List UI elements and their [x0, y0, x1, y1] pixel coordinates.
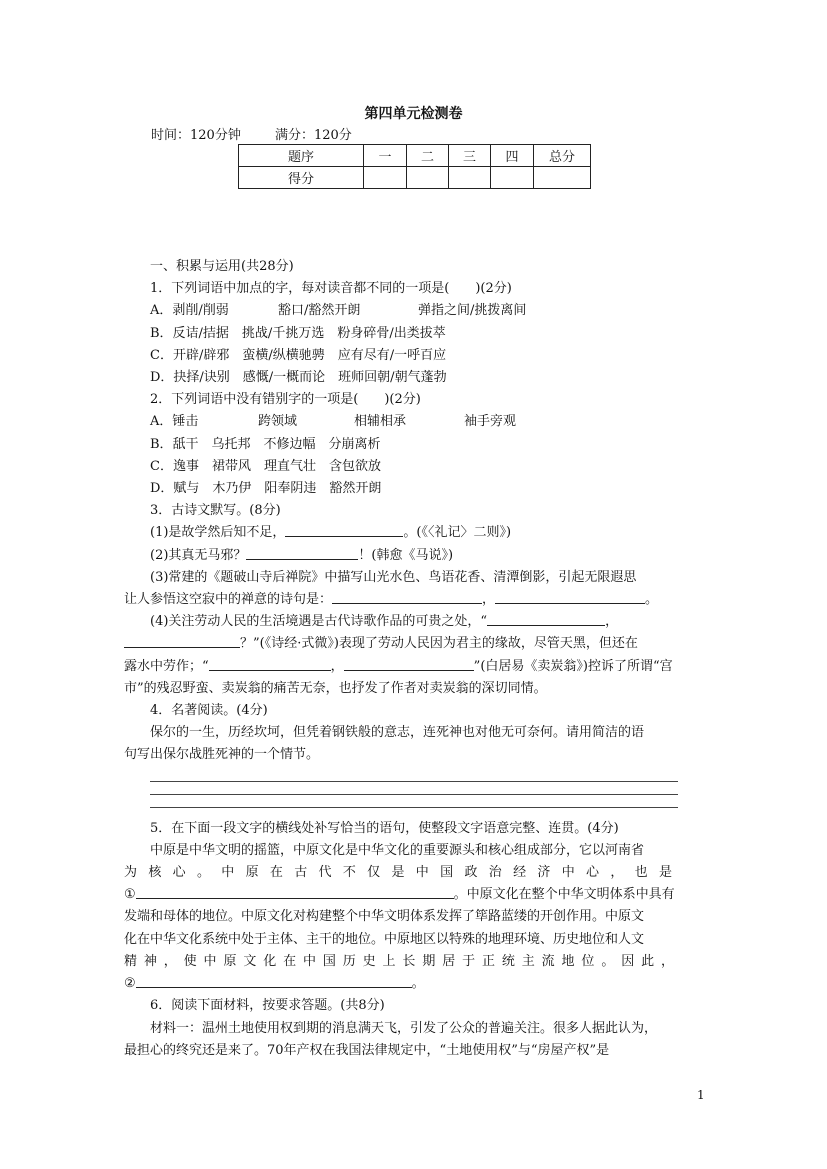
q3-item2-blank[interactable] — [246, 545, 358, 560]
score-cell-total: 总分 — [534, 145, 591, 167]
q5-line3 — [124, 884, 680, 906]
score-input-part2[interactable] — [407, 167, 449, 189]
q3-item3-blank1[interactable] — [332, 589, 482, 604]
q3-item4-text2: ？”(《诗经·式微》)表现了劳动人民因为君主的缘故，尽管天黑，但还在 — [240, 636, 638, 652]
q3-item4-line1 — [124, 611, 680, 633]
q5-blank2[interactable] — [136, 973, 412, 988]
q3-item3-end: 。 — [645, 592, 659, 608]
q3-item1-text: (1)是故学然后知不足， — [150, 525, 286, 541]
q5-line3-text: 。中原文化在整个中华文明体系中具有 — [453, 887, 675, 903]
exam-content — [124, 256, 680, 1062]
score-table-header-row — [239, 145, 591, 167]
q3-item4-blank1[interactable] — [487, 611, 605, 626]
q3-item1-blank[interactable] — [285, 522, 403, 537]
q5-blank1[interactable] — [136, 884, 454, 899]
q3-item3-blank2[interactable] — [495, 589, 645, 604]
q1-a-part1: A．剥削/削弱 — [150, 303, 229, 319]
score-table — [238, 144, 591, 189]
q3-item4-comma1: ， — [605, 614, 619, 630]
q2-a-part4: 袖手旁观 — [464, 414, 517, 430]
q3-item3-comma: ， — [482, 592, 496, 608]
score-cell-part2: 二 — [407, 145, 449, 167]
q3-item3-text: 让人参悟这空寂中的禅意的诗句是： — [124, 592, 333, 608]
q5-line7-end: 。 — [411, 976, 425, 992]
q4-text-line1: 保尔的一生，历经坎坷，但凭着钢铁般的意志，连死神也对他无可奈何。请用简洁的语 — [150, 725, 645, 741]
q3-stem: 3．古诗文默写。(8分) — [150, 503, 281, 519]
exam-title: 第四单元检测卷 — [364, 106, 463, 122]
q4-text-line2: 句写出保尔战胜死神的一个情节。 — [124, 747, 320, 763]
q6-stem: 6．阅读下面材料，按要求答题。(共8分) — [150, 998, 385, 1014]
score-cell-part1: 一 — [364, 145, 407, 167]
q3-item4-line4: 市”的残忍野蛮、卖炭翁的痛苦无奈，也抒发了作者对卖炭翁的深切同情。 — [124, 680, 547, 696]
score-cell-label: 题序 — [239, 145, 364, 167]
q5-blank1-marker: ① — [124, 887, 136, 903]
score-row-label: 得分 — [239, 167, 364, 189]
q3-item2 — [124, 545, 680, 567]
q4-answer-line3[interactable] — [150, 807, 678, 808]
q5-line4: 发端和母体的地位。中原文化对构建整个中华文明体系发挥了筚路蓝缕的开创作用。中原文 — [124, 909, 645, 925]
q5-line7 — [124, 973, 680, 995]
q2-stem: 2．下列词语中没有错别字的一项是( )(2分) — [150, 392, 421, 408]
q1-option-d: D．抉择/诀别 感慨/一概而论 班师回朝/朝气蓬勃 — [150, 370, 447, 386]
q5-line2: 为核心。中原在古代不仅是中国政治经济中心，也是 — [124, 865, 680, 881]
q6-line2: 最担心的终究还是来了。70年产权在我国法律规定中，“土地使用权”与“房屋产权”是 — [124, 1042, 610, 1058]
q3-item4-text3: 露水中劳作；“ — [124, 658, 209, 674]
q2-a-part3: 相辅相承 — [354, 414, 407, 430]
q3-item3-line2 — [124, 589, 680, 611]
q5-line1: 中原是中华文明的摇篮，中原文化是中华文化的重要源头和核心组成部分，它以河南省 — [150, 842, 645, 858]
q3-item4-blank4[interactable] — [344, 656, 474, 671]
q3-item1 — [124, 522, 680, 544]
q2-option-b: B．舐干 乌托邦 不修边幅 分崩离析 — [150, 436, 381, 452]
page-number: 1 — [697, 1088, 705, 1102]
section1-heading: 一、积累与运用(共28分) — [150, 259, 294, 274]
q5-line5: 化在中华文化系统中处于主体、主干的地位。中原地区以特殊的地理环境、历史地位和人文 — [124, 931, 645, 947]
q3-item4-blank2[interactable] — [124, 633, 240, 648]
q5-line6: 精神，使中原文化在中国历史上长期居于正统主流地位。因此， — [124, 953, 680, 969]
q3-item3-line1: (3)常建的《题破山寺后禅院》中描写山光水色、鸟语花香、清潭倒影，引起无限遐思 — [150, 569, 637, 585]
score-input-part1[interactable] — [364, 167, 407, 189]
q2-option-a — [124, 411, 680, 433]
q3-item1-source: 。(《〈礼记〉二则》) — [403, 525, 512, 541]
q2-a-part2: 跨领域 — [258, 414, 298, 430]
q4-answer-line2[interactable] — [150, 794, 678, 795]
q2-option-c: C．逸事 裙带风 理直气壮 含包欲放 — [150, 458, 381, 474]
q4-stem: 4．名著阅读。(4分) — [150, 703, 268, 719]
score-input-part4[interactable] — [491, 167, 534, 189]
q3-item4-comma2: ， — [330, 658, 344, 674]
q1-stem: 1．下列词语中加点的字，每对读音都不同的一项是( )(2分) — [150, 281, 512, 297]
q3-item4-line2 — [124, 633, 680, 655]
q3-item2-source: ！(韩愈《马说》) — [358, 547, 454, 563]
q5-stem: 5．在下面一段文字的横线处补写恰当的语句，使整段文字语意完整、连贯。(4分) — [150, 820, 619, 836]
exam-meta — [151, 124, 352, 143]
q3-item4-blank3[interactable] — [209, 656, 331, 671]
q3-item4-line3 — [124, 656, 680, 678]
score-table-score-row — [239, 167, 591, 189]
q2-a-part1: A．锤击 — [150, 414, 199, 430]
q3-item4-text4: ”(白居易《卖炭翁》)控诉了所谓“宫 — [473, 658, 673, 674]
q1-a-part2: 豁口/豁然开朗 — [278, 303, 361, 319]
exam-full-marks: 满分：120分 — [274, 128, 352, 143]
q3-item2-text: (2)其真无马邪？ — [150, 547, 247, 563]
q1-option-a — [124, 300, 680, 322]
q6-line1: 材料一：温州土地使用权到期的消息满天飞，引发了公众的普遍关注。很多人据此认为， — [150, 1020, 658, 1036]
q1-a-part3: 弹指之间/挑拨离间 — [418, 303, 527, 319]
q2-option-d: D．赋与 木乃伊 阳奉阴违 豁然开朗 — [150, 481, 382, 497]
score-input-total[interactable] — [534, 167, 591, 189]
score-cell-part4: 四 — [491, 145, 534, 167]
exam-time: 时间：120分钟 — [151, 128, 241, 143]
q1-option-c: C．开辟/辟邪 蛮横/纵横驰骋 应有尽有/一呼百应 — [150, 347, 447, 363]
score-input-part3[interactable] — [449, 167, 491, 189]
q1-option-b: B．反诘/拮据 挑战/千挑万选 粉身碎骨/出类拔萃 — [150, 325, 446, 341]
q4-answer-line1[interactable] — [150, 781, 678, 782]
q3-item4-text1: (4)关注劳动人民的生活境遇是古代诗歌作品的可贵之处，“ — [150, 614, 488, 630]
q5-blank2-marker: ② — [124, 976, 136, 992]
score-cell-part3: 三 — [449, 145, 491, 167]
